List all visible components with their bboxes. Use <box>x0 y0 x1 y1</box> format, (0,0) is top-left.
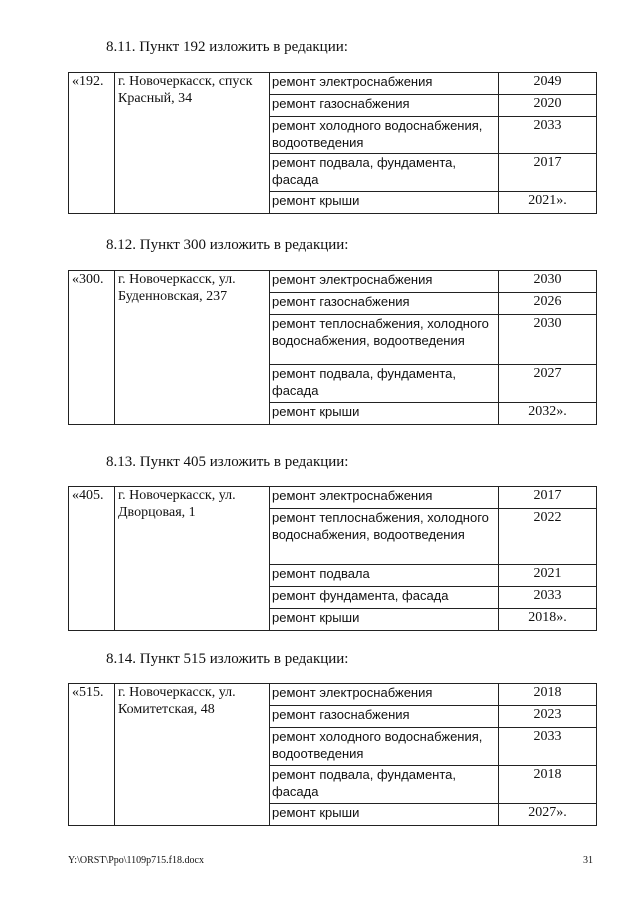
repair-work-type: ремонт фундамента, фасада <box>270 587 499 609</box>
item-number: «300. <box>69 271 115 425</box>
repair-work-type: ремонт крыши <box>270 403 499 425</box>
section-heading: 8.13. Пункт 405 изложить в редакции: <box>106 454 349 470</box>
repair-work-type: ремонт подвала, фундамента, фасада <box>270 154 499 192</box>
repair-year: 2033 <box>499 728 597 766</box>
repair-year: 2020 <box>499 95 597 117</box>
table-row <box>69 73 597 95</box>
repair-year: 2018 <box>499 684 597 706</box>
repair-work-type: ремонт холодного водоснабжения, водоотведения <box>270 117 499 154</box>
section-heading: 8.14. Пункт 515 изложить в редакции: <box>106 651 349 667</box>
table-row <box>69 271 597 293</box>
repair-year: 2021». <box>499 192 597 214</box>
repair-work-type: ремонт теплоснабжения, холодного водоснабжения, водоотведения <box>270 509 499 565</box>
repair-work-type: ремонт газоснабжения <box>270 706 499 728</box>
repair-work-type: ремонт подвала, фундамента, фасада <box>270 365 499 403</box>
item-number: «515. <box>69 684 115 826</box>
repair-year: 2018 <box>499 766 597 804</box>
repair-schedule-table <box>68 72 597 214</box>
item-number: «405. <box>69 487 115 631</box>
repair-year: 2033 <box>499 117 597 154</box>
building-address: г. Новочеркасск, спуск Красный, 34 <box>115 73 270 214</box>
repair-work-type: ремонт электроснабжения <box>270 271 499 293</box>
section-heading: 8.11. Пункт 192 изложить в редакции: <box>106 39 348 55</box>
repair-year: 2021 <box>499 565 597 587</box>
table-row <box>69 487 597 509</box>
repair-work-type: ремонт крыши <box>270 804 499 826</box>
repair-work-type: ремонт газоснабжения <box>270 293 499 315</box>
repair-year: 2030 <box>499 271 597 293</box>
repair-year: 2017 <box>499 154 597 192</box>
repair-work-type: ремонт электроснабжения <box>270 684 499 706</box>
repair-year: 2023 <box>499 706 597 728</box>
repair-schedule-table <box>68 486 597 631</box>
repair-year: 2049 <box>499 73 597 95</box>
building-address: г. Новочеркасск, ул. Буденновская, 237 <box>115 271 270 425</box>
repair-year: 2033 <box>499 587 597 609</box>
footer-page-number: 31 <box>583 855 593 866</box>
repair-year: 2032». <box>499 403 597 425</box>
repair-year: 2022 <box>499 509 597 565</box>
repair-work-type: ремонт электроснабжения <box>270 487 499 509</box>
repair-work-type: ремонт газоснабжения <box>270 95 499 117</box>
repair-work-type: ремонт подвала <box>270 565 499 587</box>
table-row <box>69 684 597 706</box>
repair-work-type: ремонт теплоснабжения, холодного водоснабжения, водоотведения <box>270 315 499 365</box>
repair-work-type: ремонт холодного водоснабжения, водоотведения <box>270 728 499 766</box>
item-number: «192. <box>69 73 115 214</box>
repair-work-type: ремонт крыши <box>270 192 499 214</box>
building-address: г. Новочеркасск, ул. Дворцовая, 1 <box>115 487 270 631</box>
repair-schedule-table <box>68 270 597 425</box>
section-heading: 8.12. Пункт 300 изложить в редакции: <box>106 237 349 253</box>
repair-year: 2027». <box>499 804 597 826</box>
repair-year: 2027 <box>499 365 597 403</box>
repair-year: 2026 <box>499 293 597 315</box>
repair-year: 2018». <box>499 609 597 631</box>
repair-year: 2030 <box>499 315 597 365</box>
building-address: г. Новочеркасск, ул. Комитетская, 48 <box>115 684 270 826</box>
repair-schedule-table <box>68 683 597 826</box>
repair-work-type: ремонт крыши <box>270 609 499 631</box>
repair-work-type: ремонт подвала, фундамента, фасада <box>270 766 499 804</box>
repair-work-type: ремонт электроснабжения <box>270 73 499 95</box>
footer-file-path: Y:\ORST\Ppo\1109p715.f18.docx <box>68 855 204 866</box>
repair-year: 2017 <box>499 487 597 509</box>
